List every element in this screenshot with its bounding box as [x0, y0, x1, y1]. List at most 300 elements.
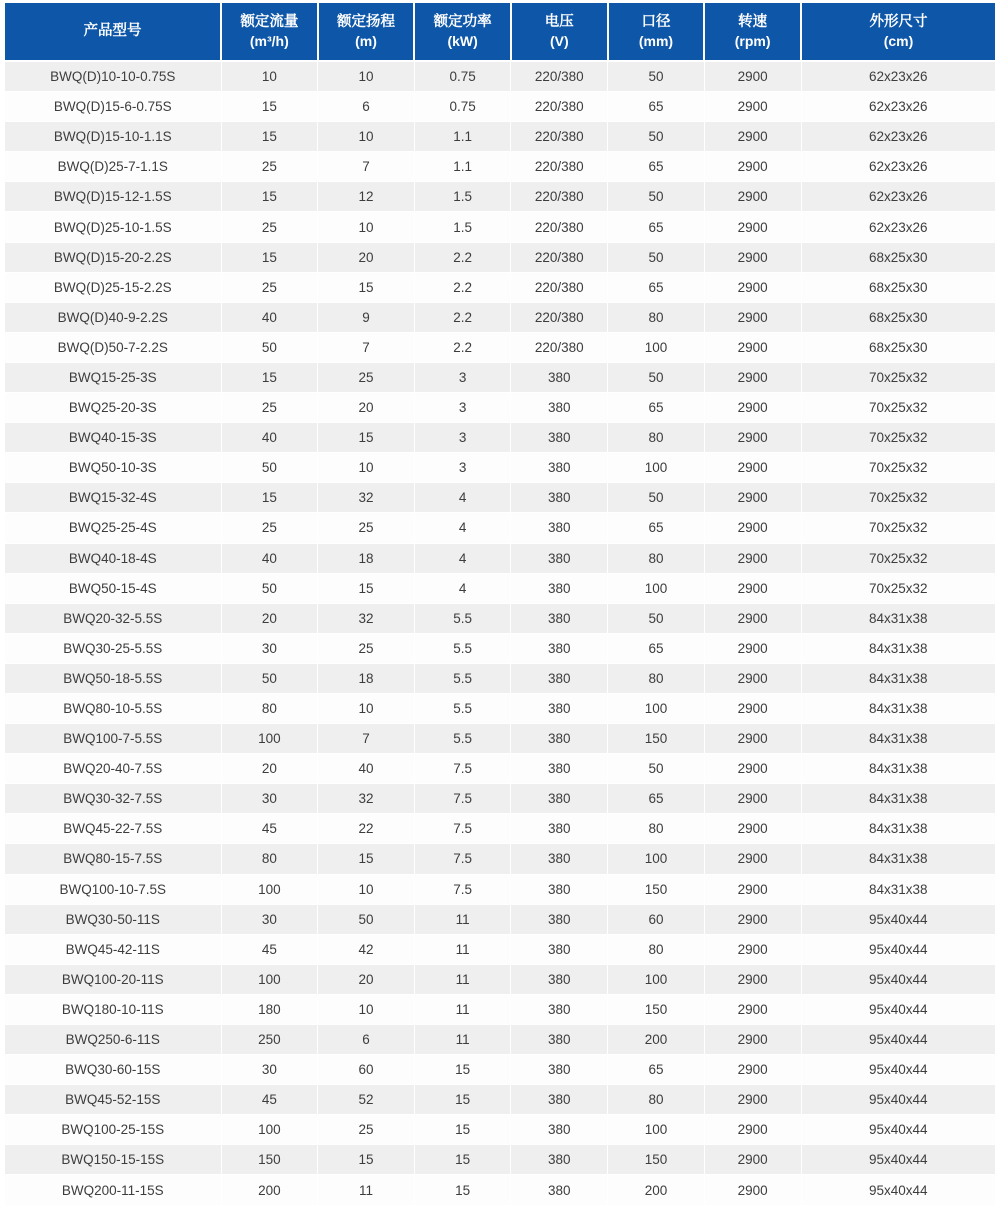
table-cell-power: 2.2: [414, 242, 511, 272]
table-row: [5, 964, 995, 994]
table-cell-voltage: 380: [511, 1025, 608, 1055]
table-cell-diameter: 65: [608, 92, 705, 122]
table-cell-model: BWQ(D)15-10-1.1S: [5, 122, 221, 152]
table-cell-head: 32: [318, 603, 415, 633]
table-cell-model: BWQ15-32-4S: [5, 483, 221, 513]
table-cell-head: 10: [318, 61, 415, 92]
table-cell-flow: 10: [221, 61, 318, 92]
table-cell-flow: 100: [221, 874, 318, 904]
table-cell-diameter: 100: [608, 693, 705, 723]
table-cell-power: 3: [414, 453, 511, 483]
column-header-diameter: [608, 3, 705, 61]
table-cell-speed: 2900: [704, 332, 801, 362]
table-cell-speed: 2900: [704, 242, 801, 272]
table-cell-head: 50: [318, 904, 415, 934]
table-cell-head: 32: [318, 784, 415, 814]
table-cell-speed: 2900: [704, 182, 801, 212]
table-cell-diameter: 50: [608, 182, 705, 212]
table-cell-voltage: 220/380: [511, 272, 608, 302]
table-cell-dims: 70x25x32: [868, 490, 928, 506]
table-cell-speed: 2900: [704, 543, 801, 573]
table-row: [5, 754, 995, 784]
table-cell-dims: 84x31x38: [868, 701, 928, 717]
table-cell-voltage: 220/380: [511, 242, 608, 272]
column-header-dims: [801, 3, 995, 61]
table-cell-dims: 84x31x38: [868, 821, 928, 837]
table-cell-flow: 40: [221, 302, 318, 332]
column-unit: (kW): [447, 32, 478, 49]
table-cell-head: 22: [318, 814, 415, 844]
table-cell-speed: 2900: [704, 362, 801, 392]
table-cell-speed: 2900: [704, 904, 801, 934]
table-cell-dims: 70x25x32: [868, 460, 928, 476]
table-row: [5, 874, 995, 904]
table-cell-voltage: 380: [511, 964, 608, 994]
table-cell-dims: 62x23x26: [868, 189, 928, 205]
table-cell-model: BWQ180-10-11S: [5, 994, 221, 1024]
table-cell-model: BWQ50-15-4S: [5, 573, 221, 603]
table-cell-power: 11: [414, 964, 511, 994]
table-cell-head: 10: [318, 693, 415, 723]
table-cell-speed: 2900: [704, 814, 801, 844]
table-cell-dims: 62x23x26: [868, 219, 928, 235]
table-cell-flow: 15: [221, 242, 318, 272]
table-cell-flow: 25: [221, 272, 318, 302]
table-cell-model: BWQ100-20-11S: [5, 964, 221, 994]
table-cell-dims: 62x23x26: [868, 99, 928, 115]
table-row: [5, 272, 995, 302]
table-row: [5, 393, 995, 423]
table-row: [5, 453, 995, 483]
table-cell-speed: 2900: [704, 393, 801, 423]
table-row: [5, 573, 995, 603]
table-cell-flow: 45: [221, 814, 318, 844]
table-cell-dims: 70x25x32: [868, 550, 928, 566]
table-row: [5, 122, 995, 152]
table-cell-diameter: 100: [608, 844, 705, 874]
column-unit: (rpm): [734, 32, 771, 49]
table-cell-voltage: 380: [511, 1145, 608, 1175]
table-cell-power: 15: [414, 1175, 511, 1205]
table-cell-head: 10: [318, 874, 415, 904]
table-cell-voltage: 220/380: [511, 61, 608, 92]
table-cell-power: 11: [414, 994, 511, 1024]
table-cell-diameter: 150: [608, 874, 705, 904]
table-cell-flow: 15: [221, 362, 318, 392]
table-cell-speed: 2900: [704, 423, 801, 453]
table-cell-power: 0.75: [414, 92, 511, 122]
table-cell-voltage: 380: [511, 844, 608, 874]
table-cell-speed: 2900: [704, 784, 801, 814]
table-cell-dims: 70x25x32: [868, 369, 928, 385]
table-cell-diameter: 50: [608, 61, 705, 92]
table-row: [5, 1025, 995, 1055]
table-cell-model: BWQ30-60-15S: [5, 1055, 221, 1085]
table-cell-dims: 62x23x26: [868, 129, 928, 145]
table-cell-flow: 50: [221, 573, 318, 603]
table-cell-flow: 100: [221, 724, 318, 754]
table-cell-diameter: 50: [608, 362, 705, 392]
table-row: [5, 513, 995, 543]
table-cell-voltage: 380: [511, 483, 608, 513]
table-cell-diameter: 100: [608, 332, 705, 362]
table-row: [5, 362, 995, 392]
table-row: [5, 1115, 995, 1145]
table-cell-flow: 50: [221, 332, 318, 362]
table-row: [5, 543, 995, 573]
table-cell-flow: 180: [221, 994, 318, 1024]
table-row: [5, 152, 995, 182]
table-cell-diameter: 100: [608, 453, 705, 483]
table-row: [5, 61, 995, 92]
table-cell-diameter: 150: [608, 724, 705, 754]
table-cell-model: BWQ(D)25-10-1.5S: [5, 212, 221, 242]
table-cell-dims: 70x25x32: [868, 580, 928, 596]
table-cell-flow: 25: [221, 152, 318, 182]
table-cell-diameter: 100: [608, 964, 705, 994]
table-cell-power: 2.2: [414, 272, 511, 302]
table-row: [5, 1085, 995, 1115]
table-cell-dims: 84x31x38: [868, 791, 928, 807]
table-cell-speed: 2900: [704, 122, 801, 152]
table-cell-head: 32: [318, 483, 415, 513]
table-cell-voltage: 220/380: [511, 302, 608, 332]
table-row: [5, 603, 995, 633]
table-cell-dims: 95x40x44: [868, 1122, 928, 1138]
table-cell-model: BWQ30-50-11S: [5, 904, 221, 934]
table-cell-speed: 2900: [704, 152, 801, 182]
table-cell-diameter: 65: [608, 393, 705, 423]
table-cell-power: 5.5: [414, 693, 511, 723]
table-cell-diameter: 50: [608, 483, 705, 513]
table-cell-speed: 2900: [704, 1175, 801, 1205]
table-cell-dims: 95x40x44: [868, 971, 928, 987]
product-spec-table: [5, 3, 995, 1206]
table-cell-diameter: 200: [608, 1175, 705, 1205]
table-cell-speed: 2900: [704, 693, 801, 723]
column-unit: (m): [355, 32, 377, 49]
table-row: [5, 934, 995, 964]
table-cell-speed: 2900: [704, 994, 801, 1024]
column-unit: (mm): [638, 32, 674, 49]
table-cell-head: 15: [318, 272, 415, 302]
table-row: [5, 92, 995, 122]
table-row: [5, 693, 995, 723]
table-cell-diameter: 80: [608, 814, 705, 844]
table-cell-flow: 25: [221, 212, 318, 242]
table-cell-dims: 95x40x44: [868, 1001, 928, 1017]
table-cell-head: 9: [318, 302, 415, 332]
table-cell-dims: 68x25x30: [868, 309, 928, 325]
table-cell-speed: 2900: [704, 1055, 801, 1085]
table-cell-head: 10: [318, 994, 415, 1024]
table-cell-model: BWQ(D)10-10-0.75S: [5, 61, 221, 92]
table-cell-head: 15: [318, 573, 415, 603]
table-cell-power: 1.1: [414, 152, 511, 182]
table-row: [5, 332, 995, 362]
table-cell-head: 25: [318, 1115, 415, 1145]
table-cell-flow: 250: [221, 1025, 318, 1055]
table-cell-head: 7: [318, 152, 415, 182]
table-cell-diameter: 65: [608, 152, 705, 182]
table-row: [5, 242, 995, 272]
table-cell-power: 5.5: [414, 663, 511, 693]
table-cell-power: 3: [414, 423, 511, 453]
table-cell-model: BWQ(D)50-7-2.2S: [5, 332, 221, 362]
table-cell-flow: 80: [221, 693, 318, 723]
table-cell-model: BWQ(D)15-20-2.2S: [5, 242, 221, 272]
table-cell-diameter: 80: [608, 663, 705, 693]
table-cell-speed: 2900: [704, 964, 801, 994]
table-cell-voltage: 220/380: [511, 92, 608, 122]
table-row: [5, 1055, 995, 1085]
table-row: [5, 904, 995, 934]
table-cell-model: BWQ(D)40-9-2.2S: [5, 302, 221, 332]
table-cell-dims: 84x31x38: [868, 640, 928, 656]
table-cell-speed: 2900: [704, 212, 801, 242]
column-label: 转速: [738, 13, 768, 30]
table-cell-voltage: 380: [511, 393, 608, 423]
column-header-head: [318, 3, 415, 61]
table-cell-diameter: 60: [608, 904, 705, 934]
table-cell-power: 7.5: [414, 874, 511, 904]
table-cell-head: 15: [318, 423, 415, 453]
table-cell-model: BWQ30-25-5.5S: [5, 633, 221, 663]
table-cell-dims: 70x25x32: [868, 400, 928, 416]
table-cell-diameter: 65: [608, 513, 705, 543]
table-cell-model: BWQ45-42-11S: [5, 934, 221, 964]
table-row: [5, 663, 995, 693]
table-cell-flow: 30: [221, 784, 318, 814]
table-cell-flow: 100: [221, 964, 318, 994]
table-row: [5, 814, 995, 844]
table-cell-dims: 95x40x44: [868, 941, 928, 957]
table-cell-head: 10: [318, 122, 415, 152]
table-cell-flow: 15: [221, 122, 318, 152]
table-cell-voltage: 380: [511, 724, 608, 754]
table-cell-diameter: 80: [608, 302, 705, 332]
table-cell-flow: 30: [221, 633, 318, 663]
column-label: 产品型号: [83, 22, 142, 39]
table-cell-speed: 2900: [704, 724, 801, 754]
table-cell-voltage: 380: [511, 1055, 608, 1085]
table-cell-power: 4: [414, 543, 511, 573]
table-cell-power: 2.2: [414, 332, 511, 362]
table-cell-voltage: 380: [511, 633, 608, 663]
table-cell-speed: 2900: [704, 61, 801, 92]
table-cell-model: BWQ100-10-7.5S: [5, 874, 221, 904]
table-cell-dims: 95x40x44: [868, 1032, 928, 1048]
table-cell-model: BWQ80-15-7.5S: [5, 844, 221, 874]
table-cell-head: 60: [318, 1055, 415, 1085]
column-label: 外形尺寸: [869, 13, 928, 30]
table-cell-dims: 62x23x26: [868, 69, 928, 85]
table-cell-voltage: 220/380: [511, 332, 608, 362]
table-cell-flow: 15: [221, 483, 318, 513]
table-cell-speed: 2900: [704, 513, 801, 543]
table-cell-dims: 95x40x44: [868, 1152, 928, 1168]
table-cell-diameter: 150: [608, 1145, 705, 1175]
table-cell-speed: 2900: [704, 302, 801, 332]
table-row: [5, 994, 995, 1024]
table-cell-power: 5.5: [414, 603, 511, 633]
table-cell-voltage: 220/380: [511, 212, 608, 242]
table-cell-dims: 68x25x30: [868, 249, 928, 265]
table-cell-head: 12: [318, 182, 415, 212]
table-cell-power: 3: [414, 362, 511, 392]
table-cell-flow: 25: [221, 513, 318, 543]
table-cell-dims: 95x40x44: [868, 911, 928, 927]
table-cell-power: 4: [414, 483, 511, 513]
table-cell-flow: 50: [221, 663, 318, 693]
table-cell-head: 25: [318, 513, 415, 543]
table-cell-voltage: 380: [511, 1115, 608, 1145]
table-cell-diameter: 50: [608, 242, 705, 272]
table-cell-voltage: 380: [511, 874, 608, 904]
table-cell-flow: 100: [221, 1115, 318, 1145]
table-cell-power: 15: [414, 1115, 511, 1145]
table-cell-voltage: 380: [511, 1085, 608, 1115]
table-cell-speed: 2900: [704, 603, 801, 633]
table-cell-flow: 45: [221, 1085, 318, 1115]
table-row: [5, 423, 995, 453]
table-cell-speed: 2900: [704, 573, 801, 603]
table-cell-voltage: 380: [511, 603, 608, 633]
table-cell-flow: 25: [221, 393, 318, 423]
table-cell-speed: 2900: [704, 663, 801, 693]
table-cell-voltage: 380: [511, 362, 608, 392]
table-cell-power: 11: [414, 904, 511, 934]
table-cell-flow: 30: [221, 904, 318, 934]
table-cell-voltage: 380: [511, 754, 608, 784]
table-cell-model: BWQ200-11-15S: [5, 1175, 221, 1205]
table-cell-power: 15: [414, 1055, 511, 1085]
table-cell-voltage: 380: [511, 663, 608, 693]
table-cell-power: 11: [414, 1025, 511, 1055]
table-cell-speed: 2900: [704, 453, 801, 483]
table-cell-head: 20: [318, 393, 415, 423]
table-cell-flow: 30: [221, 1055, 318, 1085]
table-cell-flow: 20: [221, 754, 318, 784]
table-cell-model: BWQ45-22-7.5S: [5, 814, 221, 844]
column-unit: (cm): [883, 32, 914, 49]
table-cell-power: 1.1: [414, 122, 511, 152]
table-cell-dims: 84x31x38: [868, 610, 928, 626]
table-cell-speed: 2900: [704, 874, 801, 904]
table-cell-diameter: 80: [608, 934, 705, 964]
table-cell-speed: 2900: [704, 1025, 801, 1055]
table-cell-head: 15: [318, 844, 415, 874]
table-cell-speed: 2900: [704, 1115, 801, 1145]
table-cell-model: BWQ100-7-5.5S: [5, 724, 221, 754]
table-cell-voltage: 380: [511, 784, 608, 814]
table-cell-model: BWQ25-20-3S: [5, 393, 221, 423]
table-cell-voltage: 380: [511, 1175, 608, 1205]
table-row: [5, 633, 995, 663]
table-cell-power: 5.5: [414, 633, 511, 663]
table-cell-diameter: 50: [608, 122, 705, 152]
table-cell-model: BWQ40-18-4S: [5, 543, 221, 573]
table-cell-model: BWQ(D)15-12-1.5S: [5, 182, 221, 212]
table-cell-power: 7.5: [414, 754, 511, 784]
table-cell-diameter: 65: [608, 633, 705, 663]
table-cell-voltage: 380: [511, 543, 608, 573]
table-cell-voltage: 380: [511, 904, 608, 934]
table-cell-model: BWQ250-6-11S: [5, 1025, 221, 1055]
table-cell-power: 4: [414, 573, 511, 603]
table-cell-power: 5.5: [414, 724, 511, 754]
table-cell-flow: 200: [221, 1175, 318, 1205]
table-cell-speed: 2900: [704, 92, 801, 122]
table-cell-dims: 84x31x38: [868, 670, 928, 686]
table-cell-dims: 84x31x38: [868, 731, 928, 747]
table-cell-model: BWQ15-25-3S: [5, 362, 221, 392]
table-cell-power: 15: [414, 1145, 511, 1175]
column-header-speed: [704, 3, 801, 61]
table-cell-voltage: 380: [511, 573, 608, 603]
table-cell-power: 1.5: [414, 182, 511, 212]
table-cell-voltage: 220/380: [511, 182, 608, 212]
table-cell-model: BWQ(D)25-7-1.1S: [5, 152, 221, 182]
table-cell-power: 15: [414, 1085, 511, 1115]
table-cell-model: BWQ45-52-15S: [5, 1085, 221, 1115]
table-cell-power: 0.75: [414, 61, 511, 92]
table-cell-diameter: 80: [608, 423, 705, 453]
column-label: 口径: [641, 13, 671, 30]
table-cell-dims: 95x40x44: [868, 1182, 928, 1198]
table-cell-head: 20: [318, 242, 415, 272]
table-cell-head: 7: [318, 724, 415, 754]
table-cell-head: 25: [318, 362, 415, 392]
table-cell-model: BWQ40-15-3S: [5, 423, 221, 453]
table-cell-dims: 84x31x38: [868, 851, 928, 867]
table-cell-power: 11: [414, 934, 511, 964]
column-header-voltage: [511, 3, 608, 61]
table-cell-speed: 2900: [704, 934, 801, 964]
table-cell-flow: 15: [221, 92, 318, 122]
table-cell-head: 15: [318, 1145, 415, 1175]
column-label: 额定流量: [240, 13, 299, 30]
table-cell-head: 42: [318, 934, 415, 964]
column-unit: (m³/h): [249, 32, 289, 49]
table-cell-diameter: 65: [608, 272, 705, 302]
table-row: [5, 212, 995, 242]
table-cell-voltage: 380: [511, 513, 608, 543]
table-cell-diameter: 65: [608, 784, 705, 814]
table-cell-diameter: 80: [608, 543, 705, 573]
table-cell-voltage: 380: [511, 423, 608, 453]
table-cell-model: BWQ(D)15-6-0.75S: [5, 92, 221, 122]
table-cell-dims: 84x31x38: [868, 761, 928, 777]
table-cell-model: BWQ80-10-5.5S: [5, 693, 221, 723]
table-cell-model: BWQ(D)25-15-2.2S: [5, 272, 221, 302]
column-header-model: [5, 3, 221, 61]
table-cell-voltage: 220/380: [511, 122, 608, 152]
table-cell-speed: 2900: [704, 1085, 801, 1115]
table-cell-model: BWQ20-32-5.5S: [5, 603, 221, 633]
table-cell-dims: 95x40x44: [868, 1062, 928, 1078]
table-row: [5, 724, 995, 754]
table-cell-model: BWQ50-10-3S: [5, 453, 221, 483]
table-cell-speed: 2900: [704, 1145, 801, 1175]
table-cell-flow: 20: [221, 603, 318, 633]
table-cell-diameter: 65: [608, 212, 705, 242]
table-cell-power: 7.5: [414, 814, 511, 844]
table-cell-diameter: 50: [608, 603, 705, 633]
table-cell-dims: 95x40x44: [868, 1092, 928, 1108]
table-cell-dims: 84x31x38: [868, 881, 928, 897]
table-body: [5, 61, 995, 1205]
